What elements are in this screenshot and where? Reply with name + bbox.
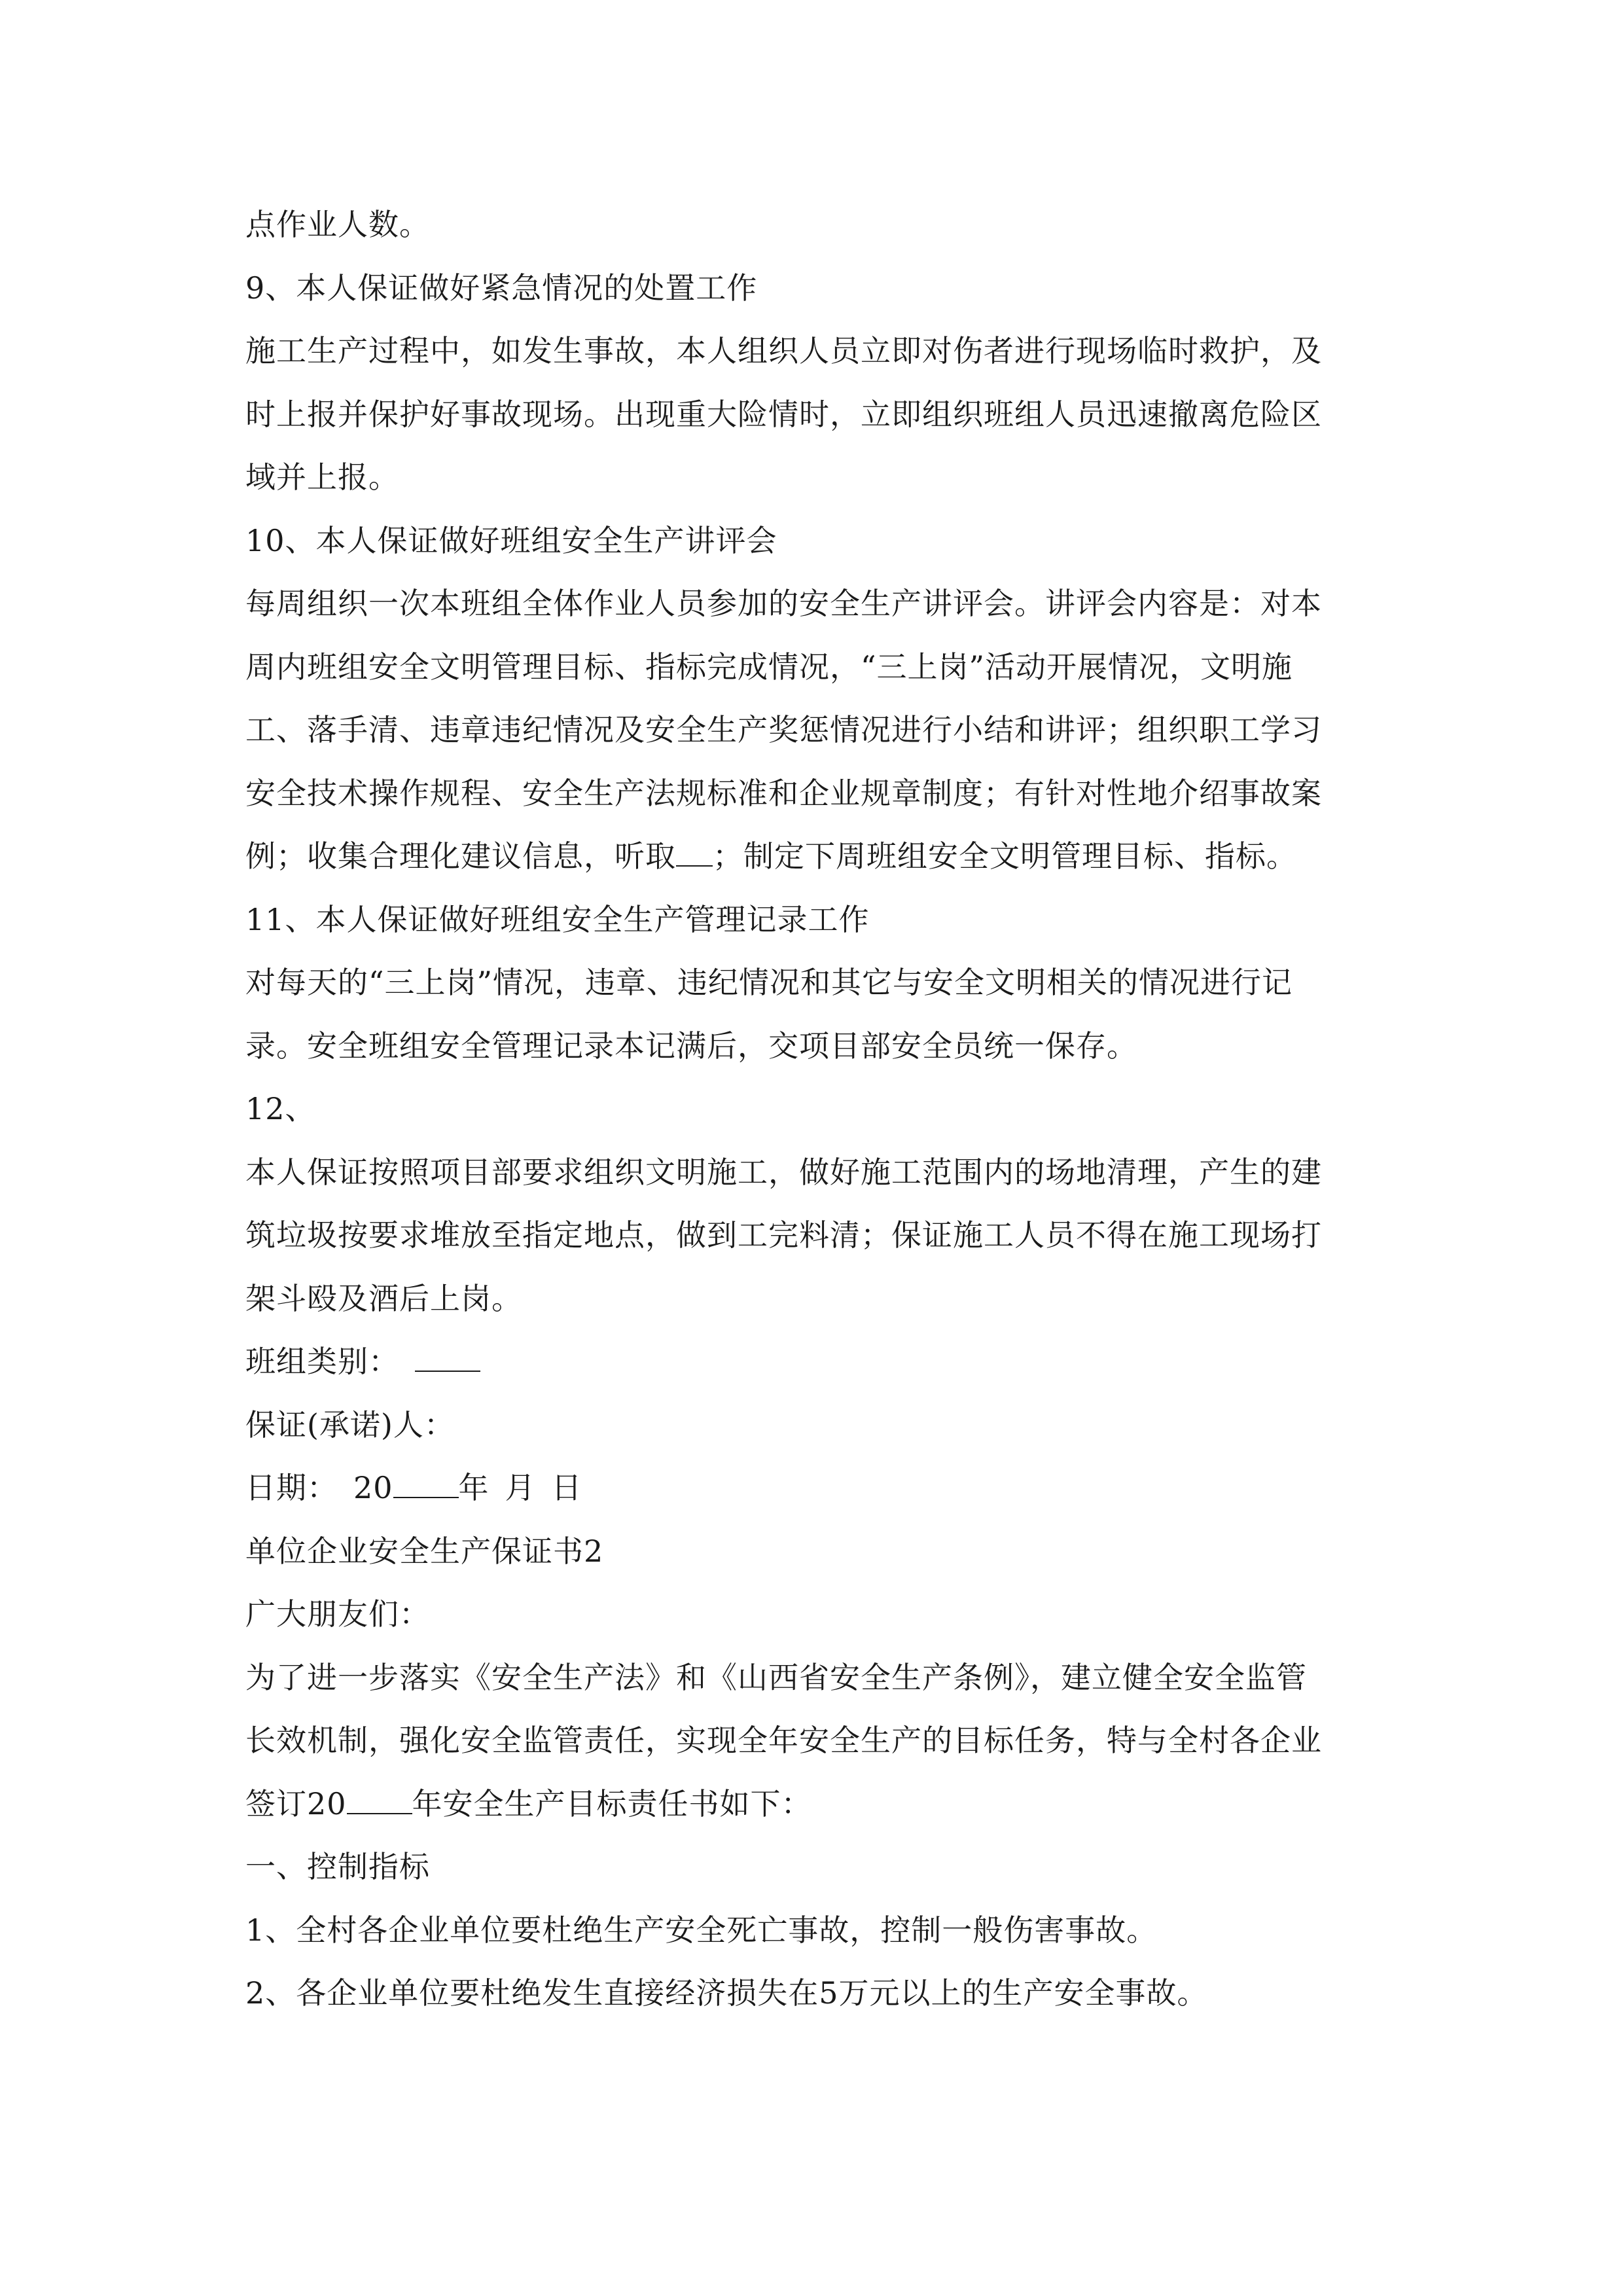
text-line: 录。安全班组安全管理记录本记满后，交项目部安全员统一保存。	[245, 1028, 1137, 1064]
team-category-label: 班组类别：	[245, 1344, 399, 1379]
text-line: 域并上报。	[245, 459, 399, 495]
list-item: 2、各企业单位要杜绝发生直接经济损失在5万元以上的生产安全事故。	[245, 1975, 1208, 2011]
text-segment: 例；收集合理化建议信息，听取	[245, 838, 676, 874]
guarantor-line: 保证(承诺)人：	[245, 1407, 455, 1443]
date-line	[245, 1456, 1384, 1520]
text-line: 每周组织一次本班组全体作业人员参加的安全生产讲评会。讲评会内容是：对本	[245, 586, 1322, 621]
text-line: 安全技术操作规程、安全生产法规标准和企业规章制度；有针对性地介绍事故案	[245, 775, 1322, 811]
text-line: 周内班组安全文明管理目标、指标完成情况，“三上岗”活动开展情况，文明施	[245, 649, 1293, 685]
text-line: 时上报并保护好事故现场。出现重大险情时，立即组织班组人员迅速撤离危险区	[245, 396, 1322, 432]
date-year-label: 年	[458, 1470, 490, 1505]
team-category-line	[245, 1330, 1384, 1393]
document-title-2: 单位企业安全生产保证书2	[245, 1533, 604, 1569]
text-segment: 年安全生产目标责任书如下：	[412, 1785, 812, 1821]
section-heading-9: 9、本人保证做好紧急情况的处置工作	[245, 270, 758, 306]
text-line: 架斗殴及酒后上岗。	[245, 1280, 522, 1316]
section-heading-control: 一、控制指标	[245, 1849, 430, 1884]
text-line: 点作业人数。	[245, 207, 430, 242]
date-year-prefix: 20	[353, 1470, 393, 1505]
text-line: 为了进一步落实《安全生产法》和《山西省安全生产条例》，建立健全安全监管	[245, 1659, 1307, 1695]
salutation: 广大朋友们：	[245, 1596, 430, 1632]
date-month-label: 月	[505, 1470, 536, 1505]
text-line	[245, 1772, 1384, 1836]
date-day-label: 日	[551, 1470, 582, 1505]
list-item: 1、全村各企业单位要杜绝生产安全死亡事故，控制一般伤害事故。	[245, 1912, 1158, 1948]
date-label: 日期：	[245, 1470, 338, 1505]
section-heading-11: 11、本人保证做好班组安全生产管理记录工作	[245, 901, 870, 937]
text-line: 对每天的“三上岗”情况，违章、违纪情况和其它与安全文明相关的情况进行记	[245, 965, 1293, 1000]
text-segment: ；制定下周班组安全文明管理目标、指标。	[713, 838, 1297, 874]
text-line: 施工生产过程中，如发生事故，本人组织人员立即对伤者进行现场临时救护，及	[245, 333, 1322, 368]
section-heading-12: 12、	[245, 1091, 316, 1126]
team-category-blank	[415, 1342, 480, 1372]
date-year-blank	[393, 1468, 459, 1498]
year-blank	[347, 1784, 412, 1814]
text-line: 工、落手清、违章违纪情况及安全生产奖惩情况进行小结和讲评；组织职工学习	[245, 712, 1322, 747]
text-segment: 签订20	[245, 1785, 347, 1821]
fill-in-blank	[676, 836, 713, 867]
document-body	[245, 193, 1384, 2025]
section-heading-10: 10、本人保证做好班组安全生产讲评会	[245, 522, 777, 558]
text-line: 筑垃圾按要求堆放至指定地点，做到工完料清；保证施工人员不得在施工现场打	[245, 1217, 1322, 1253]
text-line: 本人保证按照项目部要求组织文明施工，做好施工范围内的场地清理，产生的建	[245, 1154, 1322, 1190]
text-line: 长效机制，强化安全监管责任，实现全年安全生产的目标任务，特与全村各企业	[245, 1723, 1322, 1758]
text-line	[245, 825, 1384, 888]
